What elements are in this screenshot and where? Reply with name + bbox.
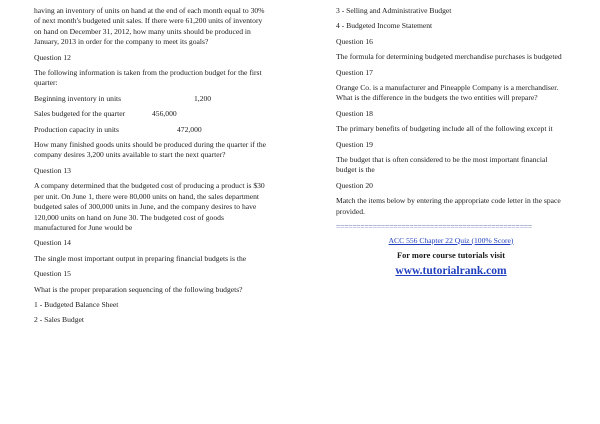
budget-item: 3 - Selling and Administrative Budget bbox=[336, 6, 452, 15]
question-16-label: Question 16 bbox=[336, 36, 373, 46]
question-12-text: The following information is taken from the production budget for the first quarter: bbox=[34, 68, 262, 88]
row-label: Sales budgeted for the quarter bbox=[34, 109, 126, 119]
row-value: 1,200 bbox=[194, 93, 212, 103]
production-row-capacity bbox=[34, 125, 266, 135]
question-17-label: Question 17 bbox=[336, 67, 373, 77]
row-value: 472,000 bbox=[177, 124, 202, 134]
question-18-label: Question 18 bbox=[336, 108, 373, 118]
question-12-question: How many finished goods units should be produced during the quarter if the company desires 3,200 units available to start the next quarter? bbox=[34, 140, 266, 160]
quiz-link[interactable]: ACC 556 Chapter 22 Quiz (100% Score) bbox=[388, 235, 514, 245]
question-13-text: A company determined that the budgeted cost of producing a product is $30 per unit. On June 1, there were 80,000 units on hand, the sales department budgeted sales of 300,000 units in June, and the company desires to have 120,000 units on hand on June 30. The budgeted cost of goods manufactured for June would be bbox=[34, 181, 265, 232]
question-15-label: Question 15 bbox=[34, 269, 71, 279]
question-13-label: Question 13 bbox=[34, 165, 71, 175]
question-15-text: What is the proper preparation sequencing of the following budgets? bbox=[34, 284, 243, 294]
production-row-sales-budgeted bbox=[34, 109, 266, 119]
row-value: 456,000 bbox=[152, 109, 177, 119]
question-17-text: Orange Co. is a manufacturer and Pineapple Company is a merchandiser. What is the difference in the budgets the two entities will prepare? bbox=[336, 83, 559, 103]
website-link[interactable]: www.tutorialrank.com bbox=[395, 265, 507, 278]
row-label: Production capacity in units bbox=[34, 124, 119, 134]
budget-item: 2 - Sales Budget bbox=[34, 315, 84, 325]
section-divider: ================================================ bbox=[336, 222, 532, 232]
question-19-label: Question 19 bbox=[336, 139, 373, 149]
left-column bbox=[34, 6, 266, 331]
question-20-text: Match the items below by entering the appropriate code letter in the space provided. bbox=[336, 196, 561, 216]
question-19-text: The budget that is often considered to be the most important financial budget is the bbox=[336, 155, 548, 175]
question-12-label: Question 12 bbox=[34, 52, 71, 62]
question-20-label: Question 20 bbox=[336, 180, 373, 190]
right-column bbox=[336, 6, 566, 277]
more-tutorials-text: For more course tutorials visit bbox=[396, 250, 506, 260]
question-18-text: The primary benefits of budgeting include all of the following except it bbox=[336, 124, 553, 134]
question-14-text: The single most important output in preparing financial budgets is the bbox=[34, 253, 247, 263]
row-label: Beginning inventory in units bbox=[34, 93, 122, 103]
question-11-continued-text: having an inventory of units on hand at the end of each month equal to 30% of next month's budgeted unit sales. If there were 61,200 units of inventory on hand on December 31, 2012, how many units should be produced in January, 2013 in order for the company to meet its goals? bbox=[34, 6, 265, 47]
budget-item: 1 - Budgeted Balance Sheet bbox=[34, 299, 119, 309]
budget-item: 4 - Budgeted Income Statement bbox=[336, 21, 433, 31]
question-16-text: The formula for determining budgeted merchandise purchases is budgeted bbox=[336, 52, 562, 62]
production-row-beginning-inventory bbox=[34, 94, 266, 104]
question-14-label: Question 14 bbox=[34, 238, 71, 248]
